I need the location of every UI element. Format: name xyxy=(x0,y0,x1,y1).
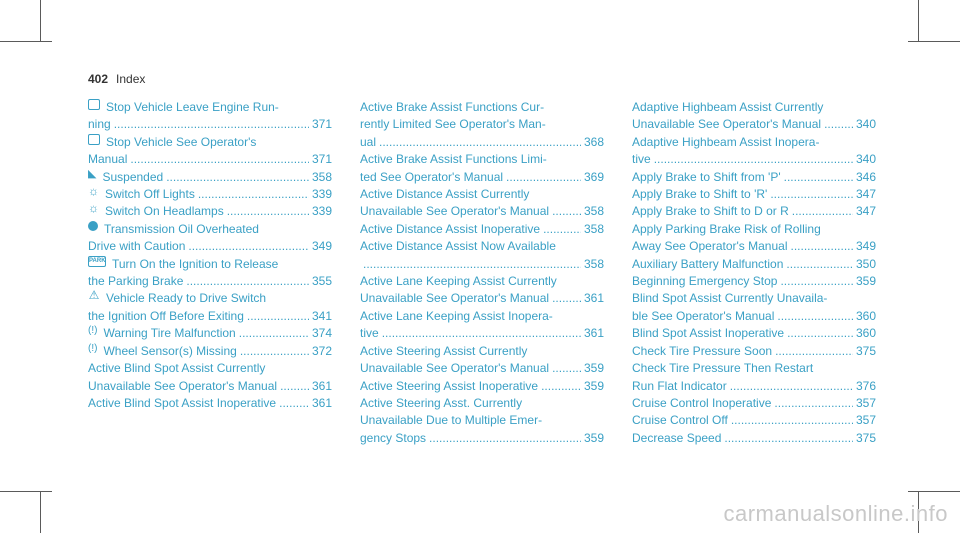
page-reference[interactable]: 374 xyxy=(311,326,332,341)
page-reference[interactable]: 359 xyxy=(583,430,604,445)
leader-dots xyxy=(363,256,581,273)
index-entry-text: Cruise Control Inoperative xyxy=(632,395,772,410)
crop-mark-tl-v xyxy=(40,0,41,42)
index-entry-text: Switch On Headlamps xyxy=(105,204,224,219)
page-reference[interactable]: 361 xyxy=(583,326,604,341)
page-reference[interactable]: 359 xyxy=(583,361,604,376)
transmission-oil-icon xyxy=(88,221,98,231)
index-entry-text: ual xyxy=(360,134,377,149)
headlamp-icon: ☼ xyxy=(88,184,99,199)
tire-pressure-icon: (!) xyxy=(88,342,98,354)
leader-dots xyxy=(724,430,853,447)
leader-dots xyxy=(786,256,853,273)
index-entry[interactable] xyxy=(88,186,332,203)
index-entry-text: Blind Spot Assist Inoperative xyxy=(632,326,785,341)
index-entry-text: Apply Parking Brake Risk of Rolling xyxy=(632,221,821,236)
page-reference[interactable]: 376 xyxy=(855,378,876,393)
index-entry-line xyxy=(632,134,876,151)
index-entry[interactable] xyxy=(632,343,876,360)
index-entry-line xyxy=(360,360,604,377)
index-entry[interactable] xyxy=(360,378,604,395)
leader-dots xyxy=(730,378,853,395)
index-entry-text: Active Steering Assist Currently xyxy=(360,343,528,358)
page-reference[interactable]: 340 xyxy=(855,117,876,132)
index-entry[interactable] xyxy=(632,256,876,273)
index-entry-text: the Ignition Off Before Exiting xyxy=(88,308,244,323)
index-entry-text: Active Brake Assist Functions Cur- xyxy=(360,100,545,114)
page-reference[interactable]: 358 xyxy=(583,256,604,271)
page-reference[interactable]: 355 xyxy=(311,274,332,289)
leader-dots xyxy=(824,116,853,133)
leader-dots xyxy=(770,186,853,203)
index-column-1 xyxy=(88,99,332,412)
page-reference[interactable]: 349 xyxy=(311,239,332,254)
index-entry[interactable] xyxy=(632,99,876,134)
index-entry[interactable] xyxy=(632,412,876,429)
index-entry-text: Unavailable See Operator's Manual xyxy=(360,204,550,219)
index-entry-line xyxy=(360,273,604,290)
page-reference[interactable]: 350 xyxy=(855,256,876,271)
crop-mark-bl-h xyxy=(0,491,52,492)
leader-dots xyxy=(227,203,309,220)
vehicle-status-icon xyxy=(88,134,100,145)
index-entry-text: Unavailable See Operator's Manual xyxy=(632,117,822,132)
page-reference[interactable]: 359 xyxy=(855,274,876,289)
index-entry-line xyxy=(88,186,332,203)
index-entry[interactable] xyxy=(632,186,876,203)
index-entry-line xyxy=(360,203,604,220)
index-entry[interactable] xyxy=(360,99,604,151)
index-entry[interactable] xyxy=(88,290,332,325)
index-entry-text: Turn On the Ignition to Release xyxy=(112,256,279,271)
index-entry-line xyxy=(88,343,332,360)
leader-dots xyxy=(186,273,309,290)
index-entry-line xyxy=(88,378,332,395)
index-entry-line xyxy=(88,360,332,377)
page-reference[interactable]: 349 xyxy=(855,239,876,254)
index-entry-text: Adaptive Highbeam Assist Inopera- xyxy=(632,134,820,149)
leader-dots xyxy=(279,395,309,412)
index-entry-line xyxy=(632,395,876,412)
index-entry[interactable] xyxy=(88,203,332,220)
index-entry-text: Vehicle Ready to Drive Switch xyxy=(106,291,267,306)
leader-dots xyxy=(382,325,581,342)
index-entry-line xyxy=(632,99,876,116)
index-entry-line xyxy=(632,169,876,186)
leader-dots xyxy=(198,186,309,203)
park-icon: PARK xyxy=(88,256,106,267)
page-number: 402 xyxy=(88,72,109,86)
index-entry[interactable] xyxy=(360,395,604,447)
index-entry-text: Check Tire Pressure Soon xyxy=(632,343,773,358)
index-entry-line xyxy=(632,325,876,342)
index-entry-line xyxy=(360,238,604,255)
page-reference[interactable]: 360 xyxy=(855,308,876,323)
index-entry-line xyxy=(632,151,876,168)
index-entry-text: rently Limited See Operator's Man- xyxy=(360,117,546,132)
index-entry-line xyxy=(360,169,604,186)
index-entry-line xyxy=(632,343,876,360)
index-entry[interactable] xyxy=(632,273,876,290)
index-entry-line xyxy=(360,430,604,447)
index-entry-line xyxy=(632,308,876,325)
tire-pressure-icon: (!) xyxy=(88,325,98,337)
index-entry[interactable] xyxy=(88,169,332,186)
index-entry-text: Run Flat Indicator xyxy=(632,378,727,393)
page-reference[interactable]: 375 xyxy=(855,430,876,445)
index-entry[interactable] xyxy=(632,325,876,342)
headlamp-icon: ☼ xyxy=(88,201,99,216)
index-entry-text: Adaptive Highbeam Assist Currently xyxy=(632,100,824,114)
index-entry-text: gency Stops xyxy=(360,430,427,445)
index-entry-text: Wheel Sensor(s) Missing xyxy=(103,343,237,358)
page-reference[interactable]: 361 xyxy=(311,378,332,393)
page-reference[interactable]: 357 xyxy=(855,395,876,410)
index-entry-text: ble See Operator's Manual xyxy=(632,308,775,323)
index-entry-line xyxy=(632,238,876,255)
index-entry-line xyxy=(88,169,332,186)
page-reference[interactable]: 371 xyxy=(311,117,332,132)
index-entry-text: Stop Vehicle See Operator's xyxy=(106,134,257,149)
page-reference[interactable]: 361 xyxy=(311,395,332,410)
index-entry-text: Auxiliary Battery Malfunction xyxy=(632,256,784,271)
index-entry-line xyxy=(632,378,876,395)
index-entry-text: Apply Brake to Shift from 'P' xyxy=(632,169,781,184)
page-reference[interactable]: 359 xyxy=(583,378,604,393)
page-reference[interactable]: 361 xyxy=(583,291,604,306)
index-entry[interactable] xyxy=(632,134,876,169)
page-reference[interactable]: 357 xyxy=(855,413,876,428)
leader-dots xyxy=(240,343,309,360)
index-entry-text: Active Lane Keeping Assist Currently xyxy=(360,274,557,289)
crop-mark-tl-h xyxy=(0,41,52,42)
index-entry-line xyxy=(88,238,332,255)
index-entry[interactable] xyxy=(88,395,332,412)
index-entry-text: Active Lane Keeping Assist Inopera- xyxy=(360,308,553,323)
index-entry-line xyxy=(632,203,876,220)
index-entry-text: Check Tire Pressure Then Restart xyxy=(632,361,814,376)
index-entry-line xyxy=(360,134,604,151)
warning-triangle-icon: ⚠ xyxy=(88,288,100,303)
index-entry-line xyxy=(632,290,876,307)
index-entry[interactable] xyxy=(632,430,876,447)
leader-dots xyxy=(775,343,853,360)
index-entry-text: tive xyxy=(632,152,651,167)
vehicle-status-icon xyxy=(88,99,100,110)
page-reference[interactable]: 372 xyxy=(311,343,332,358)
index-entry-text: Manual xyxy=(88,152,128,167)
leader-dots xyxy=(506,169,581,186)
index-entry-text: Active Blind Spot Assist Currently xyxy=(88,361,266,376)
leader-dots xyxy=(552,203,581,220)
index-entry[interactable] xyxy=(360,151,604,186)
page-reference[interactable]: 339 xyxy=(311,204,332,219)
index-entry-line xyxy=(360,412,604,429)
leader-dots xyxy=(188,238,309,255)
index-entry[interactable] xyxy=(360,238,604,273)
index-entry-line xyxy=(88,151,332,168)
index-entry-line xyxy=(360,325,604,342)
index-entry-line xyxy=(360,290,604,307)
page-reference[interactable]: 360 xyxy=(855,326,876,341)
index-entry-text: Unavailable See Operator's Manual xyxy=(88,378,278,393)
index-entry[interactable] xyxy=(88,256,332,291)
index-entry-text: Switch Off Lights xyxy=(105,187,195,202)
index-entry-text: Active Distance Assist Now Available xyxy=(360,239,556,254)
index-entry[interactable] xyxy=(632,395,876,412)
index-entry[interactable] xyxy=(88,99,332,134)
leader-dots xyxy=(787,325,853,342)
crop-mark-tr-h xyxy=(908,41,960,42)
leader-dots xyxy=(731,412,853,429)
leader-dots xyxy=(790,238,852,255)
index-entry-text: Apply Brake to Shift to 'R' xyxy=(632,187,768,202)
index-entry-line xyxy=(88,273,332,290)
leader-dots xyxy=(780,273,853,290)
leader-dots xyxy=(784,169,853,186)
index-entry-line xyxy=(360,378,604,395)
index-entry[interactable] xyxy=(360,343,604,378)
page-reference[interactable]: 368 xyxy=(583,134,604,149)
index-entry-text: Stop Vehicle Leave Engine Run- xyxy=(106,100,279,114)
leader-dots xyxy=(552,290,581,307)
index-entry[interactable] xyxy=(88,360,332,395)
index-entry-line xyxy=(88,221,332,238)
index-entry-text: Unavailable Due to Multiple Emer- xyxy=(360,413,543,428)
index-entry-text: the Parking Brake xyxy=(88,274,184,289)
index-entry-text: Active Steering Asst. Currently xyxy=(360,395,523,410)
leader-dots xyxy=(654,151,853,168)
page-reference[interactable]: 358 xyxy=(583,221,604,236)
index-entry-line xyxy=(88,134,332,151)
leader-dots xyxy=(379,134,581,151)
index-entry[interactable] xyxy=(88,134,332,169)
index-entry-line xyxy=(360,308,604,325)
leader-dots xyxy=(792,203,853,220)
index-entry-text: Away See Operator's Manual xyxy=(632,239,788,254)
index-column-3 xyxy=(632,99,876,447)
index-entry-line xyxy=(632,412,876,429)
index-entry[interactable] xyxy=(632,360,876,395)
page-reference[interactable]: 346 xyxy=(855,169,876,184)
index-entry-line xyxy=(632,186,876,203)
page-header xyxy=(88,72,145,86)
index-entry-line xyxy=(88,290,332,307)
page-reference[interactable]: 371 xyxy=(311,152,332,167)
page-reference[interactable]: 347 xyxy=(855,204,876,219)
index-entry-line xyxy=(632,221,876,238)
index-entry-line xyxy=(632,116,876,133)
index-entry-text: Blind Spot Assist Currently Unavaila- xyxy=(632,291,828,306)
index-entry[interactable] xyxy=(360,308,604,343)
index-entry-line xyxy=(360,186,604,203)
index-entry[interactable] xyxy=(632,221,876,256)
index-entry-line xyxy=(360,343,604,360)
index-entry[interactable] xyxy=(632,169,876,186)
page-reference[interactable]: 339 xyxy=(311,187,332,202)
index-entry-line xyxy=(88,395,332,412)
index-entry-text: ted See Operator's Manual xyxy=(360,169,504,184)
index-entry[interactable] xyxy=(632,203,876,220)
index-entry[interactable] xyxy=(360,273,604,308)
leader-dots xyxy=(429,430,581,447)
leader-dots xyxy=(114,116,309,133)
leader-dots xyxy=(166,169,309,186)
index-entry-line xyxy=(360,221,604,238)
leader-dots xyxy=(552,360,581,377)
leader-dots xyxy=(247,308,309,325)
index-entry-line xyxy=(360,116,604,133)
page-reference[interactable]: 358 xyxy=(583,204,604,219)
index-entry[interactable] xyxy=(632,290,876,325)
index-column-2 xyxy=(360,99,604,447)
index-entry-line xyxy=(88,256,332,273)
page-reference[interactable]: 369 xyxy=(583,169,604,184)
leader-dots xyxy=(239,325,309,342)
index-entry-line xyxy=(88,99,332,116)
index-entry-text: Drive with Caution xyxy=(88,239,186,254)
car-suspension-icon: ◣ xyxy=(88,167,97,180)
index-entry-text: Active Steering Assist Inoperative xyxy=(360,378,539,393)
leader-dots xyxy=(130,151,309,168)
index-entry[interactable] xyxy=(88,325,332,342)
page-reference[interactable]: 347 xyxy=(855,187,876,202)
leader-dots xyxy=(543,221,581,238)
index-entry-text: Unavailable See Operator's Manual xyxy=(360,361,550,376)
index-entry-text: Apply Brake to Shift to D or R xyxy=(632,204,789,219)
index-entry[interactable] xyxy=(360,221,604,238)
index-entry-line xyxy=(88,325,332,342)
index-entry[interactable] xyxy=(88,343,332,360)
index-entry-text: Active Distance Assist Currently xyxy=(360,187,530,202)
index-entry-line xyxy=(88,116,332,133)
crop-mark-tr-v xyxy=(918,0,919,42)
index-entry-text: Decrease Speed xyxy=(632,430,722,445)
leader-dots xyxy=(541,378,581,395)
index-entry-line xyxy=(632,430,876,447)
crop-mark-br-h xyxy=(908,491,960,492)
section-title: Index xyxy=(116,72,146,86)
index-entry-line xyxy=(360,395,604,412)
index-entry-text: Active Brake Assist Functions Limi- xyxy=(360,152,547,167)
leader-dots xyxy=(280,378,309,395)
leader-dots xyxy=(774,395,853,412)
index-entry-line xyxy=(88,203,332,220)
index-entry-line xyxy=(360,99,604,116)
index-entry-text: Active Blind Spot Assist Inoperative xyxy=(88,395,277,410)
leader-dots xyxy=(777,308,853,325)
page-reference[interactable]: 375 xyxy=(855,343,876,358)
index-entry-text: Transmission Oil Overheated xyxy=(104,221,259,236)
index-entry-line xyxy=(88,308,332,325)
index-entry-text: tive xyxy=(360,326,379,341)
crop-mark-bl-v xyxy=(40,491,41,533)
index-entry-text: Unavailable See Operator's Manual xyxy=(360,291,550,306)
index-entry-text: Active Distance Assist Inoperative xyxy=(360,221,541,236)
index-entry[interactable] xyxy=(360,186,604,221)
page-reference[interactable]: 340 xyxy=(855,152,876,167)
watermark: carmanualsonline.info xyxy=(723,501,948,526)
page-reference[interactable]: 341 xyxy=(311,308,332,323)
index-entry-text: Cruise Control Off xyxy=(632,413,728,428)
page-reference[interactable]: 358 xyxy=(311,169,332,184)
index-entry-text: Beginning Emergency Stop xyxy=(632,274,778,289)
index-entry-line xyxy=(360,151,604,168)
index-entry-text: Suspended xyxy=(102,169,164,184)
index-entry-line xyxy=(632,273,876,290)
index-entry-text: ning xyxy=(88,117,111,132)
index-entry-text: Warning Tire Malfunction xyxy=(103,326,236,341)
index-entry-line xyxy=(360,256,604,273)
index-entry[interactable] xyxy=(88,221,332,256)
index-entry-line xyxy=(632,256,876,273)
index-entry-line xyxy=(632,360,876,377)
